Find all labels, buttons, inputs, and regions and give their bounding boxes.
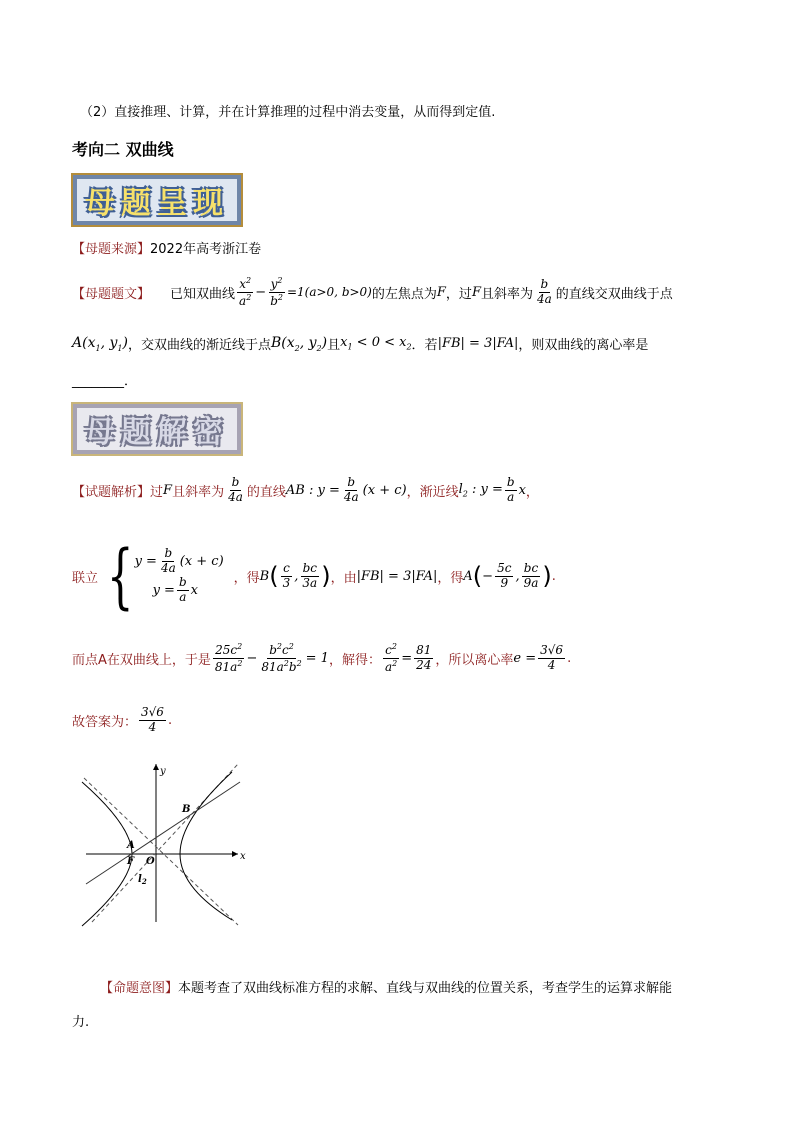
analysis-text: ，得 [437,570,464,586]
slope-fraction: $\frac{b}{4a}$ [228,474,243,504]
line-ab-fraction: $\frac{b}{4a}$ [343,474,359,504]
intent-text: 本题考查了双曲线标准方程的求解、直线与双曲线的位置关系，考查学生的运算求解能 [178,981,673,996]
label-b: B [182,804,191,815]
equation-fraction: $\frac{y^2}{b^2}$ [270,275,283,308]
analysis-text: ，所以离心率 [435,652,514,668]
source-value: 2022年高考浙江卷 [150,242,262,257]
label-y: y [160,766,166,777]
system-brace: { [106,535,134,617]
analysis-text: ， [525,484,539,500]
y-axis-arrow [153,764,159,770]
analysis-text: 且斜率为 [172,484,225,500]
analysis-text: . [567,650,572,666]
problem-text: 且斜率为 [480,286,533,302]
answer-end: . [167,712,173,728]
slope-fraction: $\frac{b}{4a}$ [536,276,552,306]
intent-line-1 [100,977,672,996]
problem-text: 的直线交双曲线于点 [555,286,673,302]
label-a: A [127,840,135,851]
banner-mother-problem-text: 母题呈现 [77,179,237,221]
banner-mother-problem [71,173,243,227]
analysis-text: . [551,568,556,584]
analysis-line-3: 而点A在双曲线上，于是 $\frac{25c^2}{81a^2}$ − $\frac{b^2c^2}{81a^2b^2}$ = 1 ，解得： $\frac{c^2}{a^2}$ = $\frac{81}{24}$ ，所以离心率 e = $\frac{3√6}{4}$ . [72,641,572,674]
banner-mother-decode [71,402,243,456]
equation-system: y = $\frac{b}{4a}$ (x + c) y = $\frac{b}{a}$ x [134,546,224,604]
line-ab [86,782,240,884]
intent-label: 【命题意图】 [100,981,179,996]
section-title: 考向二 双曲线 [72,140,174,159]
analysis-text: 而点A在双曲线上，于是 [72,652,211,668]
label-o: O [146,856,155,867]
source-line [72,238,261,257]
asymptote-fraction: $\frac{b}{a}$ [506,474,515,504]
problem-text: ，则双曲线的离心率是 [518,338,649,353]
hyperbola-figure [70,760,250,930]
analysis-label: 【试题解析】 [72,484,151,500]
x-axis-arrow [232,851,238,857]
answer-label: 故答案为： [72,714,138,730]
analysis-text: ，渐近线 [406,484,459,500]
analysis-text: 联立 [72,570,99,586]
analysis-text: 过 [150,484,164,500]
label-f: F [127,856,135,867]
problem-line-1: 【母题题文】 已知双曲线 $\frac{x^2}{a^2}$ − $\frac{y^2}{b^2}$ =1(a>0, b>0) 的左焦点为 F ，过 F 且斜率为 $\frac{b}{4a}$ 的直线交双曲线于点 [72,275,673,308]
hyperbola-right-branch [180,772,232,920]
problem-text: ，交双曲线的渐近线于点 [127,338,271,353]
answer-blank: ________． [72,374,138,389]
analysis-text: ，得 [233,570,260,586]
problem-label: 【母题题文】 [72,286,151,302]
problem-line-2: $A(x_1$, $y_1$) ，交双曲线的渐近线于点 $B(x_2$, $y_2$) 且 $x_1 < 0 < x_2$ ．若 |FB| = 3|FA| ，则双曲线的离心率是 [72,334,649,353]
analysis-text: 的直线 [246,484,286,500]
answer-line: 故答案为： $\frac{3√6}{4}$ . [72,704,173,734]
label-l2: $l_2$ [138,874,147,886]
analysis-line-2: 联立 { y = $\frac{b}{4a}$ (x + c) y = $\frac{b}{a}$ x ，得 B ( $\frac{c}{3}$ , $\frac{bc}{3a}$ ) ，由 |FB| = 3|FA| ，得 A ( − $\frac{5c}{9}$ , $\frac{bc}{9a}$ ) . [72,535,556,617]
source-label: 【母题来源】 [72,242,151,257]
label-x: x [240,851,246,862]
intent-line-2: 力. [72,1015,90,1030]
problem-text: 且 [327,338,341,353]
analysis-line-1: 【试题解析】 过 F 且斜率为 $\frac{b}{4a}$ 的直线 AB : y = $\frac{b}{4a}$ (x + c) ，渐近线 $l_2$ : y = $\frac{b}{a}$ x ， [72,474,539,504]
equation-fraction: $\frac{x^2}{a^2}$ [239,275,252,308]
problem-text: ．若 [411,338,438,353]
banner-mother-decode-text: 母题解密 [77,408,237,450]
problem-text: ，过 [445,286,472,302]
asymptote-l1 [84,778,238,925]
problem-text: 已知双曲线 [170,286,236,302]
problem-text: 的左焦点为 [371,286,437,302]
analysis-text: ，由 [330,570,357,586]
analysis-text: ，解得： [328,652,381,668]
intro-line: （2）直接推理、计算，并在计算推理的过程中消去变量，从而得到定值. [80,105,496,120]
